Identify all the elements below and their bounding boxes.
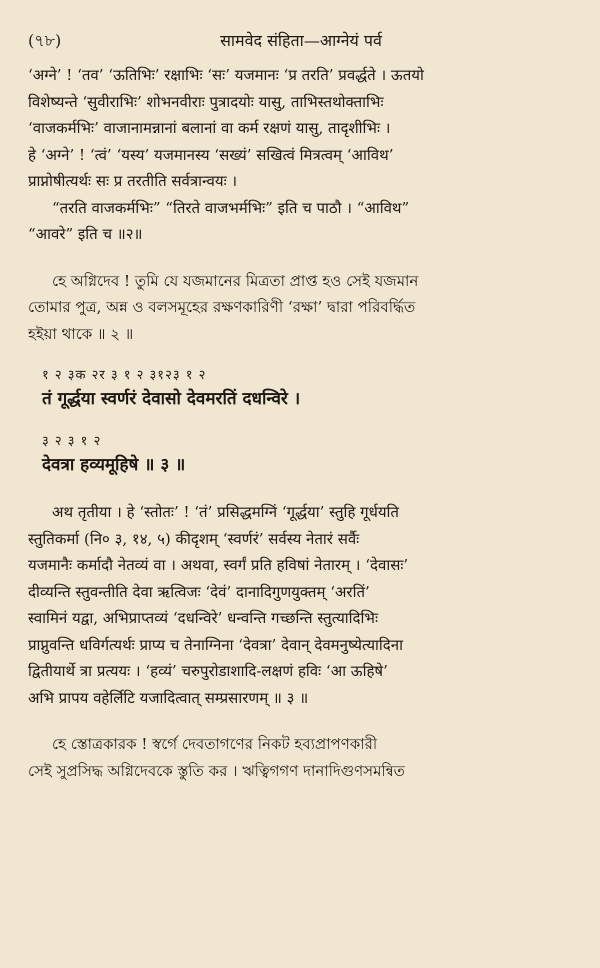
- svara-marks: ३ २ ३ १ २: [42, 434, 102, 449]
- commentary-line: स्वामिनं यद्वा, अभिप्राप्तव्यं ‘दधन्विरे’ धन्वन्ति गच्छन्ति स्तुत्यादिभिः: [28, 609, 378, 627]
- commentary-line: ‘अग्ने’ ! ‘तव’ ‘ऊतिभिः’ रक्षाभिः ‘सः’ यजमानः ‘प्र तरति’ प्रवर्द्धते । ऊतयो: [28, 66, 424, 84]
- bengali-translation-verse-2: [28, 268, 574, 348]
- svara-marks: १ २ ३क २र ३ १ २ ३१२३ १ २: [42, 368, 207, 383]
- commentary-line: ‘वाजकर्मभिः’ वाजानामन्नानां बलानां वा कर्म रक्षणं यासु, तादृशीभिः ।: [28, 119, 391, 137]
- commentary-line: प्राप्नुवन्ति धविर्गत्यर्थः प्राप्य च तेनाग्निना ‘देवत्रा’ देवान् देवमनुष्येत्यादिना: [28, 635, 403, 654]
- sanskrit-commentary-verse-3: [28, 499, 574, 711]
- commentary-line: अभि प्रापय वहेर्लिटि यजादित्वात् सम्प्रसारणम् ॥ ३ ॥: [28, 688, 309, 707]
- commentary-line: अथ तृतीया । हे ‘स्तोतः’ ! ‘तं’ प्रसिद्धमग्निं ‘गूर्द्धया’ स्तुहि गूर्धयति: [52, 503, 399, 521]
- commentary-line: यजमानैः कर्मादौ नेतव्यं वा । अथवा, स्वर्गं प्रति हविषां नेतारम् । ‘देवासः’: [28, 556, 409, 574]
- verse-line: तं गूर्द्धया स्वर्णरं देवासो देवमरतिं दधन्विरे ।: [42, 389, 301, 409]
- page-header: [28, 28, 574, 62]
- commentary-line: द्वितीयार्थे त्रा प्रत्ययः । ‘हव्यं’ चरुपुरोडाशादि-लक्षणं हविः ‘आ ऊहिषे’: [28, 662, 388, 680]
- commentary-line: स्तुतिकर्मा (नि० ३, १४, ५) कीदृशम् ‘स्वर्णरं’ सर्वस्य नेतारं सर्वैः: [28, 529, 360, 548]
- bengali-line: হইয়া থাকে ॥ ২ ॥: [28, 324, 134, 343]
- commentary-line: दीव्यन्ति स्तुवन्तीति देवा ऋत्विजः ‘देवं’ दानादिगुणयुक्तम् ‘अरतिं’: [28, 582, 370, 601]
- verse-line: देवत्रा हव्यमूहिषे ॥ ३ ॥: [42, 455, 186, 475]
- bengali-line: সেই সুপ্রসিদ্ধ অগ্নিদেবকে স্তুতি কর । ঋত্বিগগণ দানাদিগুণসমন্বিত: [28, 761, 405, 780]
- bengali-line: হে অগ্নিদেব ! তুমি যে যজমানের মিত্রতা প্রাপ্ত হও সেই যজমান: [52, 271, 419, 290]
- commentary-line: हे ‘अग्ने’ ! ‘त्वं’ ‘यस्य’ यजमानस्य ‘सख्यं’ सखित्वं मित्रत्वम् ‘आविथ’: [28, 145, 394, 164]
- sanskrit-commentary-verse-2: [28, 62, 574, 248]
- variant-reading-note: “तरति वाजकर्मभिः” “तिरते वाजभर्मभिः” इति च पाठौ । “आविथ”: [52, 198, 410, 217]
- variant-reading-note: “आवरे” इति च ॥२॥: [28, 225, 143, 243]
- page-number: (৭৮): [28, 31, 62, 50]
- bengali-line: হে স্তোত্রকারক ! স্বর্গে দেবতাগণের নিকট হব্যপ্রাপণকারী: [52, 735, 378, 753]
- commentary-line: प्राप्नोषीत्यर्थः सः प्र तरतीति सर्वत्रान्वयः ।: [28, 172, 238, 190]
- running-title: सामवेद संहिता—आग्नेयं पर्व: [220, 31, 382, 50]
- bengali-translation-verse-3: [28, 731, 574, 784]
- mantra-verse-3: [28, 367, 574, 479]
- bengali-line: তোমার পুত্র, অন্ন ও বলসমূহের রক্ষণকারিণী ‘রক্ষা’ দ্বারা পরিবর্দ্ধিত: [28, 298, 416, 316]
- commentary-line: विशेष्यन्ते ‘सुवीराभिः’ शोभनवीराः पुत्रादयोः यासु, ताभिस्तथोक्ताभिः: [28, 92, 384, 111]
